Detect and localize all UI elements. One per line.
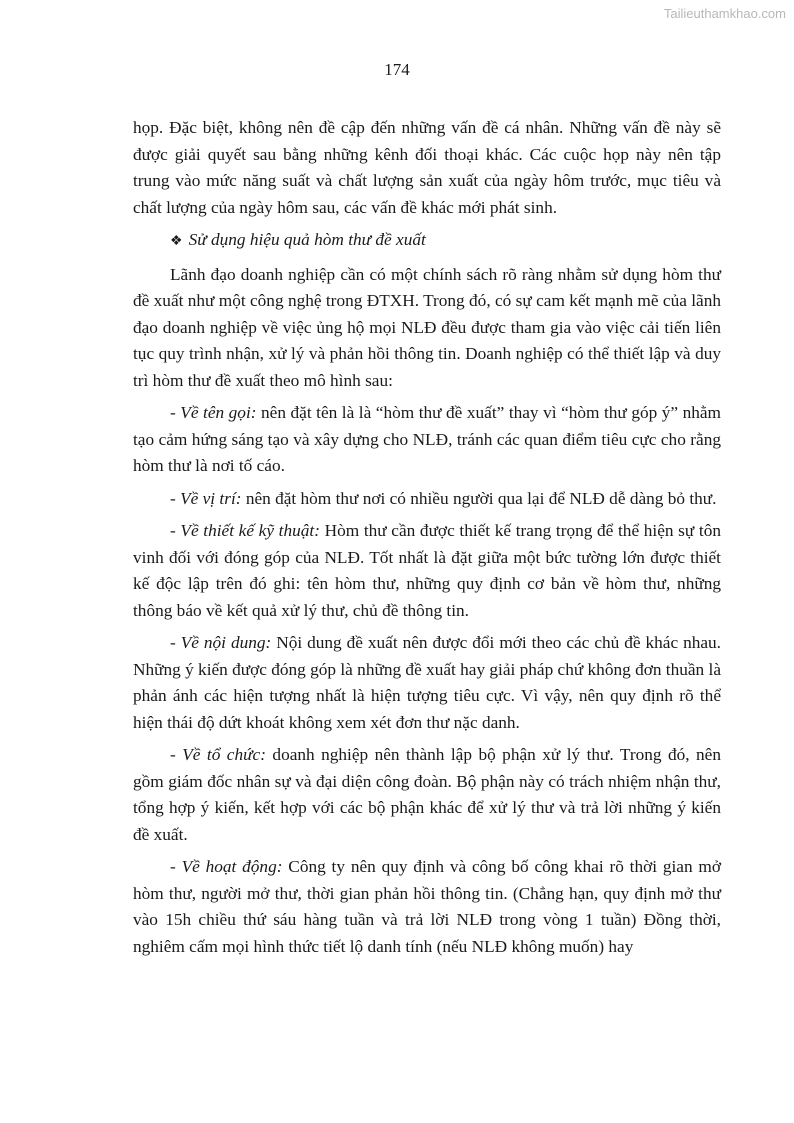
item-term: Về thiết kế kỹ thuật: bbox=[180, 521, 320, 540]
opening-paragraph: họp. Đặc biệt, không nên đề cập đến những vấn đề cá nhân. Những vấn đề này sẽ được giải quyết sau bằng những kênh đối thoại khác. Các cuộc họp này nên tập trung vào mức năng suất và chất lượng sản xuất của ngày hôm trước, mục tiêu và chất lượng của ngày hôm sau, các vấn đề khác mới phát sinh. bbox=[133, 118, 721, 217]
item-text: nên đặt hòm thư nơi có nhiều người qua lại để NLĐ dễ dàng bỏ thư. bbox=[241, 488, 717, 508]
item-prefix: - bbox=[170, 403, 181, 422]
diamond-bullet-icon: ❖ bbox=[170, 234, 183, 249]
item-term: Về tên gọi: bbox=[180, 403, 257, 422]
item-term: Về hoạt động: bbox=[181, 857, 283, 876]
watermark: Tailieuthamkhao.com bbox=[663, 6, 786, 21]
item-prefix: - bbox=[170, 633, 181, 652]
item-prefix: - bbox=[170, 521, 181, 540]
section-heading-text: Sử dụng hiệu quả hòm thư đề xuất bbox=[188, 230, 426, 249]
section-heading bbox=[133, 227, 721, 256]
list-item bbox=[133, 518, 721, 624]
item-text: nên đặt tên là là “hòm thư đề xuất” thay vì “hòm thư góp ý” nhằm tạo cảm hứng sáng tạo và xây dựng cho NLĐ, tránh các quan điểm tiêu cực cho rằng hòm thư là nơi tố cáo. bbox=[133, 403, 721, 475]
item-text: doanh nghiệp nên thành lập bộ phận xử lý thư. Trong đó, nên gồm giám đốc nhân sự và đại diện công đoàn. Bộ phận này có trách nhiệm nhận thư, tổng hợp ý kiến, kết hợp với các bộ phận khác để xử lý thư và trả lời những ý kiến đề xuất. bbox=[133, 745, 721, 844]
intro-paragraph: Lãnh đạo doanh nghiệp cần có một chính sách rõ ràng nhằm sử dụng hòm thư đề xuất như một công nghệ trong ĐTXH. Trong đó, có sự cam kết mạnh mẽ của lãnh đạo doanh nghiệp về việc ủng hộ mọi NLĐ đều được tham gia vào việc cải tiến liên tục quy trình nhận, xử lý và phản hồi thông tin. Doanh nghiệp có thể thiết lập và duy trì hòm thư đề xuất theo mô hình sau: bbox=[133, 264, 721, 390]
item-term: Về nội dung: bbox=[180, 633, 272, 652]
list-item bbox=[133, 854, 721, 960]
list-item bbox=[133, 400, 721, 480]
page-number: 174 bbox=[384, 60, 410, 79]
item-text: Hòm thư cần được thiết kế trang trọng để thể hiện sự tôn vinh đối với đóng góp của NLĐ. Tốt nhất là đặt giữa một bức tường lớn được thiết kế độc lập trên đó ghi: tên hòm thư, những quy định cơ bản về hòm thư, những thông báo về kết quả xử lý thư, chủ đề thông tin. bbox=[133, 521, 722, 620]
page-body bbox=[133, 115, 721, 966]
list-item bbox=[133, 486, 721, 513]
item-term: Về vị trí: bbox=[180, 488, 242, 508]
item-prefix: - bbox=[170, 488, 181, 508]
item-prefix: - bbox=[170, 745, 183, 764]
item-term: Về tổ chức: bbox=[182, 745, 266, 764]
item-prefix: - bbox=[170, 857, 182, 876]
item-text: Công ty nên quy định và công bố công khai rõ thời gian mở hòm thư, người mở thư, thời gian phản hồi thông tin. (Chẳng hạn, quy định mở thư vào 15h chiều thứ sáu hàng tuần và trả lời NLĐ trong vòng 1 tuần) Đồng thời, nghiêm cấm mọi hình thức tiết lộ danh tính (nếu NLĐ không muốn) hay bbox=[133, 857, 721, 956]
item-text: Nội dung đề xuất nên được đổi mới theo các chủ đề khác nhau. Những ý kiến được đóng góp là những đề xuất hay giải pháp chứ không đơn thuần là phản ánh các hiện tượng nhất là hiện tượng tiêu cực. Vì vậy, nên quy định rõ thể hiện thái độ dứt khoát không xem xét đơn thư nặc danh. bbox=[133, 633, 721, 732]
list-item bbox=[133, 630, 721, 736]
list-item bbox=[133, 742, 721, 848]
